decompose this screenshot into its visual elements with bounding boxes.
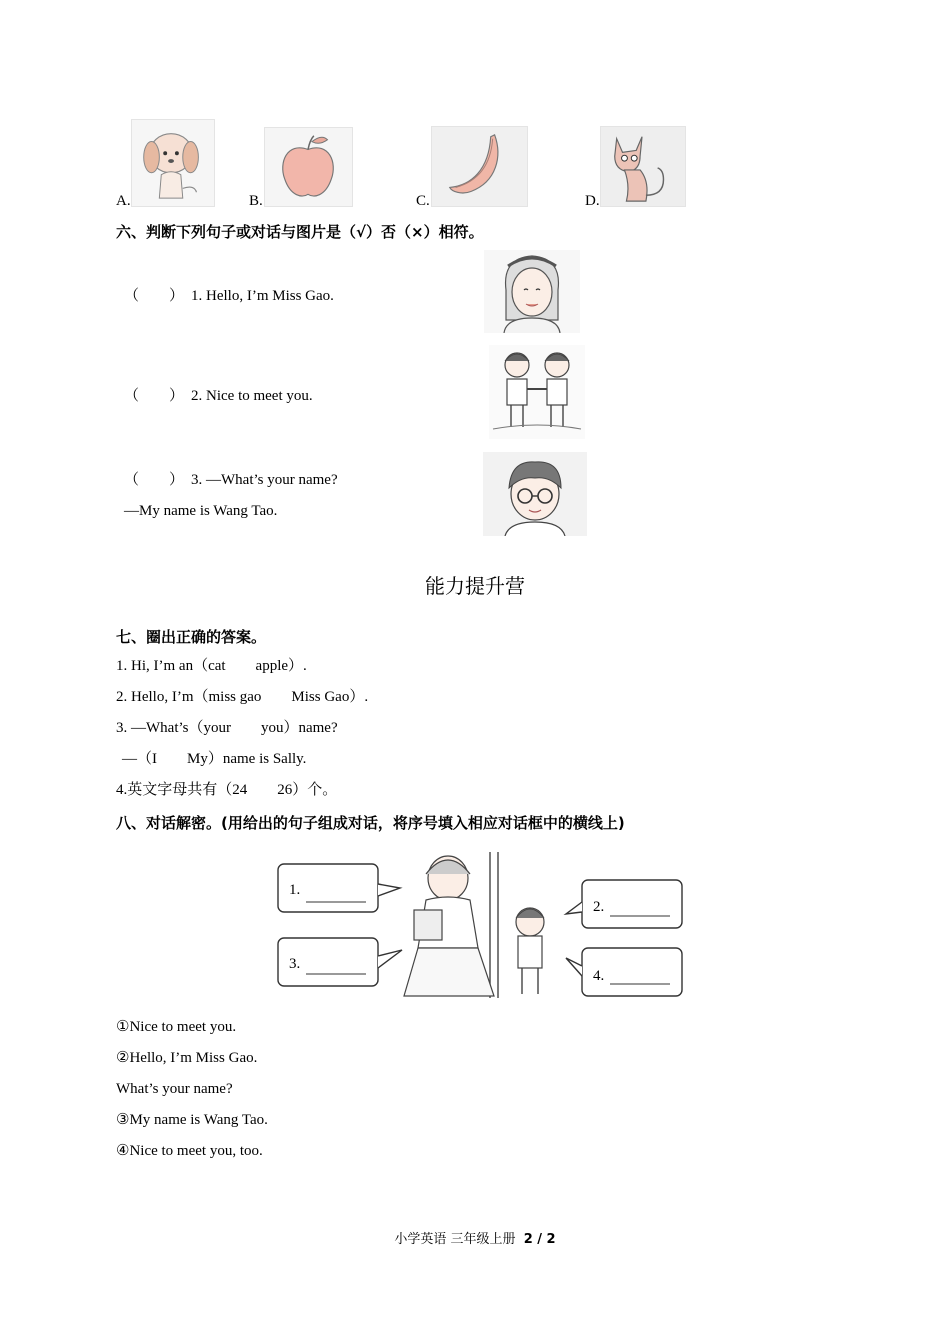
handshake-picture: [489, 345, 585, 439]
q6-1-text: 1. Hello, I’m Miss Gao.: [191, 288, 334, 304]
option-d-label: D.: [585, 193, 600, 209]
q8-option-2: ②Hello, I’m Miss Gao.: [116, 1050, 258, 1066]
option-c-label: C.: [416, 193, 430, 209]
q6-2-text: 2. Nice to meet you.: [191, 388, 313, 404]
cat-icon: [601, 127, 685, 206]
q6-3-reply: —My name is Wang Tao.: [124, 503, 278, 519]
dog-icon: [132, 120, 214, 206]
q7-line-3-reply: —（I My）name is Sally.: [122, 751, 307, 767]
q8-option-3: ③My name is Wang Tao.: [116, 1112, 268, 1128]
q7-line-2: 2. Hello, I’m（miss gao Miss Gao）.: [116, 689, 369, 705]
q6-3-bracket: （ ）: [124, 472, 185, 488]
dialogue-picture: [276, 848, 698, 1000]
teacher-picture: [484, 250, 580, 333]
section6-heading: 六、判断下列句子或对话与图片是（√）否（×）相符。: [116, 223, 484, 241]
option-a-label: A.: [116, 193, 131, 209]
q7-line-3: 3. —What’s（your you）name?: [116, 720, 338, 736]
q7-line-1: 1. Hi, I’m an（cat apple）.: [116, 658, 307, 674]
section-title: 能力提升营: [425, 574, 525, 598]
section8-heading: 八、对话解密。(用给出的句子组成对话，将序号填入相应对话框中的横线上): [116, 814, 625, 832]
bubble-3-number: 3.: [289, 956, 301, 972]
option-b-label: B.: [249, 193, 263, 209]
footer-text: 小学英语 三年级上册: [394, 1232, 516, 1247]
q7-line-4: 4.英文字母共有（24 26）个。: [116, 782, 338, 798]
boy-with-glasses-icon: [483, 452, 587, 536]
section7-heading: 七、圈出正确的答案。: [116, 628, 267, 646]
apple-icon: [265, 128, 352, 206]
teacher-student-dialogue-icon: [276, 848, 698, 1000]
boy-glasses-picture: [483, 452, 587, 536]
q6-3-text: 3. —What’s your name?: [191, 472, 338, 488]
q6-2-bracket: （ ）: [124, 388, 185, 404]
dog-picture: [131, 119, 215, 207]
banana-icon: [432, 127, 527, 206]
q6-1-bracket: （ ）: [124, 288, 185, 304]
q8-option-1: ①Nice to meet you.: [116, 1019, 237, 1035]
banana-picture: [431, 126, 528, 207]
apple-picture: [264, 127, 353, 207]
teacher-icon: [484, 250, 580, 333]
cat-picture: [600, 126, 686, 207]
bubble-4-number: 4.: [593, 968, 605, 984]
bubble-2-number: 2.: [593, 899, 605, 915]
q8-option-2b: What’s your name?: [116, 1081, 233, 1097]
bubble-1-number: 1.: [289, 882, 301, 898]
q8-option-4: ④Nice to meet you, too.: [116, 1143, 263, 1159]
page-number: 2 / 2: [523, 1232, 556, 1247]
page-footer: [0, 1228, 950, 1247]
two-boys-handshake-icon: [489, 345, 585, 439]
